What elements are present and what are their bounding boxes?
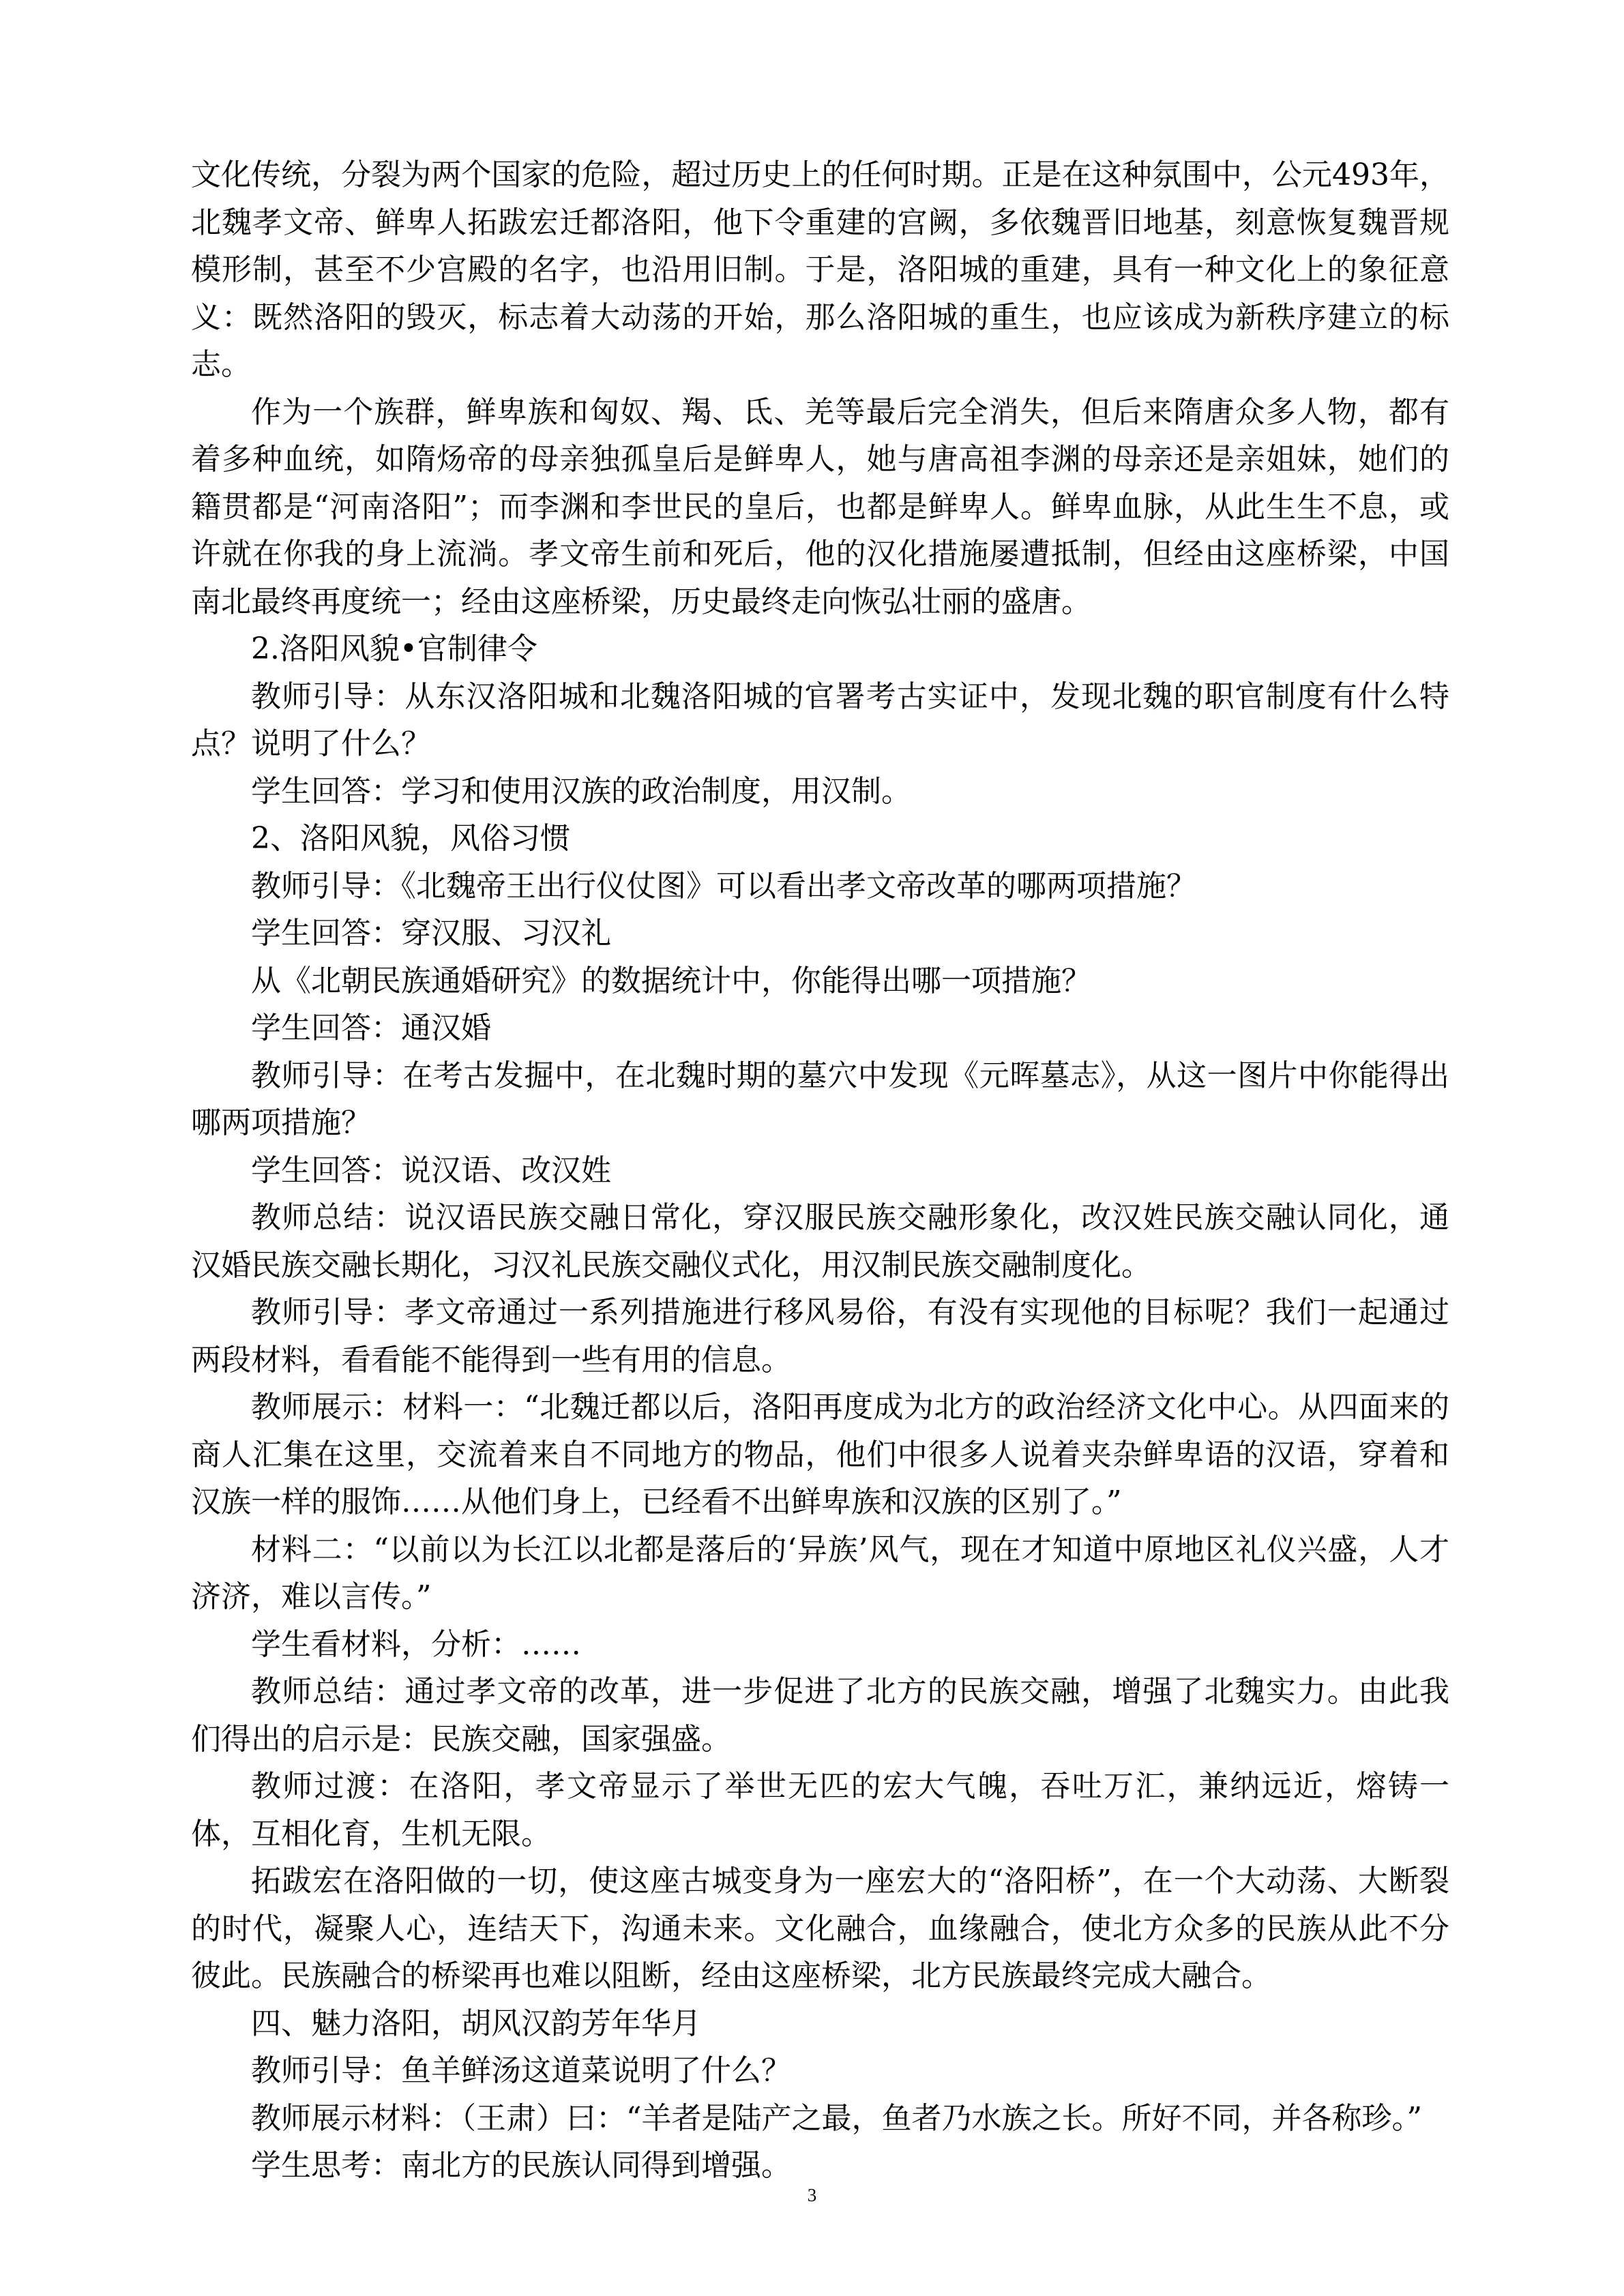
paragraph: 文化传统，分裂为两个国家的危险，超过历史上的任何时期。正是在这种氛围中，公元493年，北魏孝文帝、鲜卑人拓跋宏迁都洛阳，他下令重建的宫阙，多依魏晋旧地基，刻意恢复魏晋规模形制，甚至不少宫殿的名字，也沿用旧制。于是，洛阳城的重建，具有一种文化上的象征意义：既然洛阳的毁灭，标志着大动荡的开始，那么洛阳城的重生，也应该成为新秩序建立的标志。 xyxy=(191,158,1449,382)
paragraph: 材料二：“以前以为长江以北都是落后的‘异族’风气，现在才知道中原地区礼仪兴盛，人才济济，难以言传。” xyxy=(191,1532,1449,1614)
paragraph: 教师引导：在考古发掘中，在北魏时期的墓穴中发现《元晖墓志》，从这一图片中你能得出哪两项措施？ xyxy=(191,1058,1449,1140)
paragraph: 教师引导：从东汉洛阳城和北魏洛阳城的官署考古实证中，发现北魏的职官制度有什么特点？说明了什么？ xyxy=(191,679,1449,761)
paragraph: 教师展示材料：（王肃）曰：“羊者是陆产之最，鱼者乃水族之长。所好不同，并各称珍。” xyxy=(251,2100,1422,2136)
paragraph: 教师总结：说汉语民族交融日常化，穿汉服民族交融形象化，改汉姓民族交融认同化，通汉婚民族交融长期化，习汉礼民族交融仪式化，用汉制民族交融制度化。 xyxy=(191,1200,1449,1283)
document-body xyxy=(191,151,1449,2190)
paragraph: 学生回答：说汉语、改汉姓 xyxy=(251,1152,611,1188)
section-heading: 2、洛阳风貌，风俗习惯 xyxy=(251,821,570,856)
paragraph: 教师过渡：在洛阳，孝文帝显示了举世无匹的宏大气魄，吞吐万汇，兼纳远近，熔铸一体，互相化育，生机无限。 xyxy=(191,1769,1449,1851)
paragraph: 学生回答：通汉婚 xyxy=(251,1011,491,1045)
paragraph: 学生回答：学习和使用汉族的政治制度，用汉制。 xyxy=(251,773,911,809)
paragraph: 教师引导：鱼羊鲜汤这道菜说明了什么？ xyxy=(251,2053,791,2088)
page-number: 3 xyxy=(807,2185,817,2205)
paragraph: 教师引导：《北魏帝王出行仪仗图》可以看出孝文帝改革的哪两项措施？ xyxy=(251,868,1196,904)
paragraph: 学生思考：南北方的民族认同得到增强。 xyxy=(251,2148,791,2183)
paragraph: 学生回答：穿汉服、习汉礼 xyxy=(251,916,611,951)
paragraph: 从《北朝民族通婚研究》的数据统计中，你能得出哪一项措施？ xyxy=(251,963,1091,998)
paragraph: 拓跋宏在洛阳做的一切，使这座古城变身为一座宏大的“洛阳桥”，在一个大动荡、大断裂的时代，凝聚人心，连结天下，沟通未来。文化融合，血缘融合，使北方众多的民族从此不分彼此。民族融合的桥梁再也难以阻断，经由这座桥梁，北方民族最终完成大融合。 xyxy=(191,1864,1449,1993)
section-heading: 四、魅力洛阳，胡风汉韵芳年华月 xyxy=(251,2006,701,2041)
paragraph: 作为一个族群，鲜卑族和匈奴、羯、氐、羌等最后完全消失，但后来隋唐众多人物，都有着多种血统，如隋炀帝的母亲独孤皇后是鲜卑人，她与唐高祖李渊的母亲还是亲姐妹，她们的籍贯都是“河南洛阳”；而李渊和李世民的皇后，也都是鲜卑人。鲜卑血脉，从此生生不息，或许就在你我的身上流淌。孝文帝生前和死后，他的汉化措施屡遭抵制，但经由这座桥梁，中国南北最终再度统一；经由这座桥梁，历史最终走向恢弘壮丽的盛唐。 xyxy=(191,394,1449,619)
paragraph: 学生看材料，分析：…… xyxy=(251,1626,581,1662)
paragraph: 教师展示：材料一：“北魏迁都以后，洛阳再度成为北方的政治经济文化中心。从四面来的商人汇集在这里，交流着来自不同地方的物品，他们中很多人说着夹杂鲜卑语的汉语，穿着和汉族一样的服饰……从他们身上，已经看不出鲜卑族和汉族的区别了。” xyxy=(191,1390,1449,1519)
paragraph: 教师总结：通过孝文帝的改革，进一步促进了北方的民族交融，增强了北魏实力。由此我们得出的启示是：民族交融，国家强盛。 xyxy=(191,1674,1449,1757)
paragraph: 教师引导：孝文帝通过一系列措施进行移风易俗，有没有实现他的目标呢？我们一起通过两段材料，看看能不能得到一些有用的信息。 xyxy=(191,1295,1449,1377)
section-heading: 2.洛阳风貌•官制律令 xyxy=(251,631,537,666)
